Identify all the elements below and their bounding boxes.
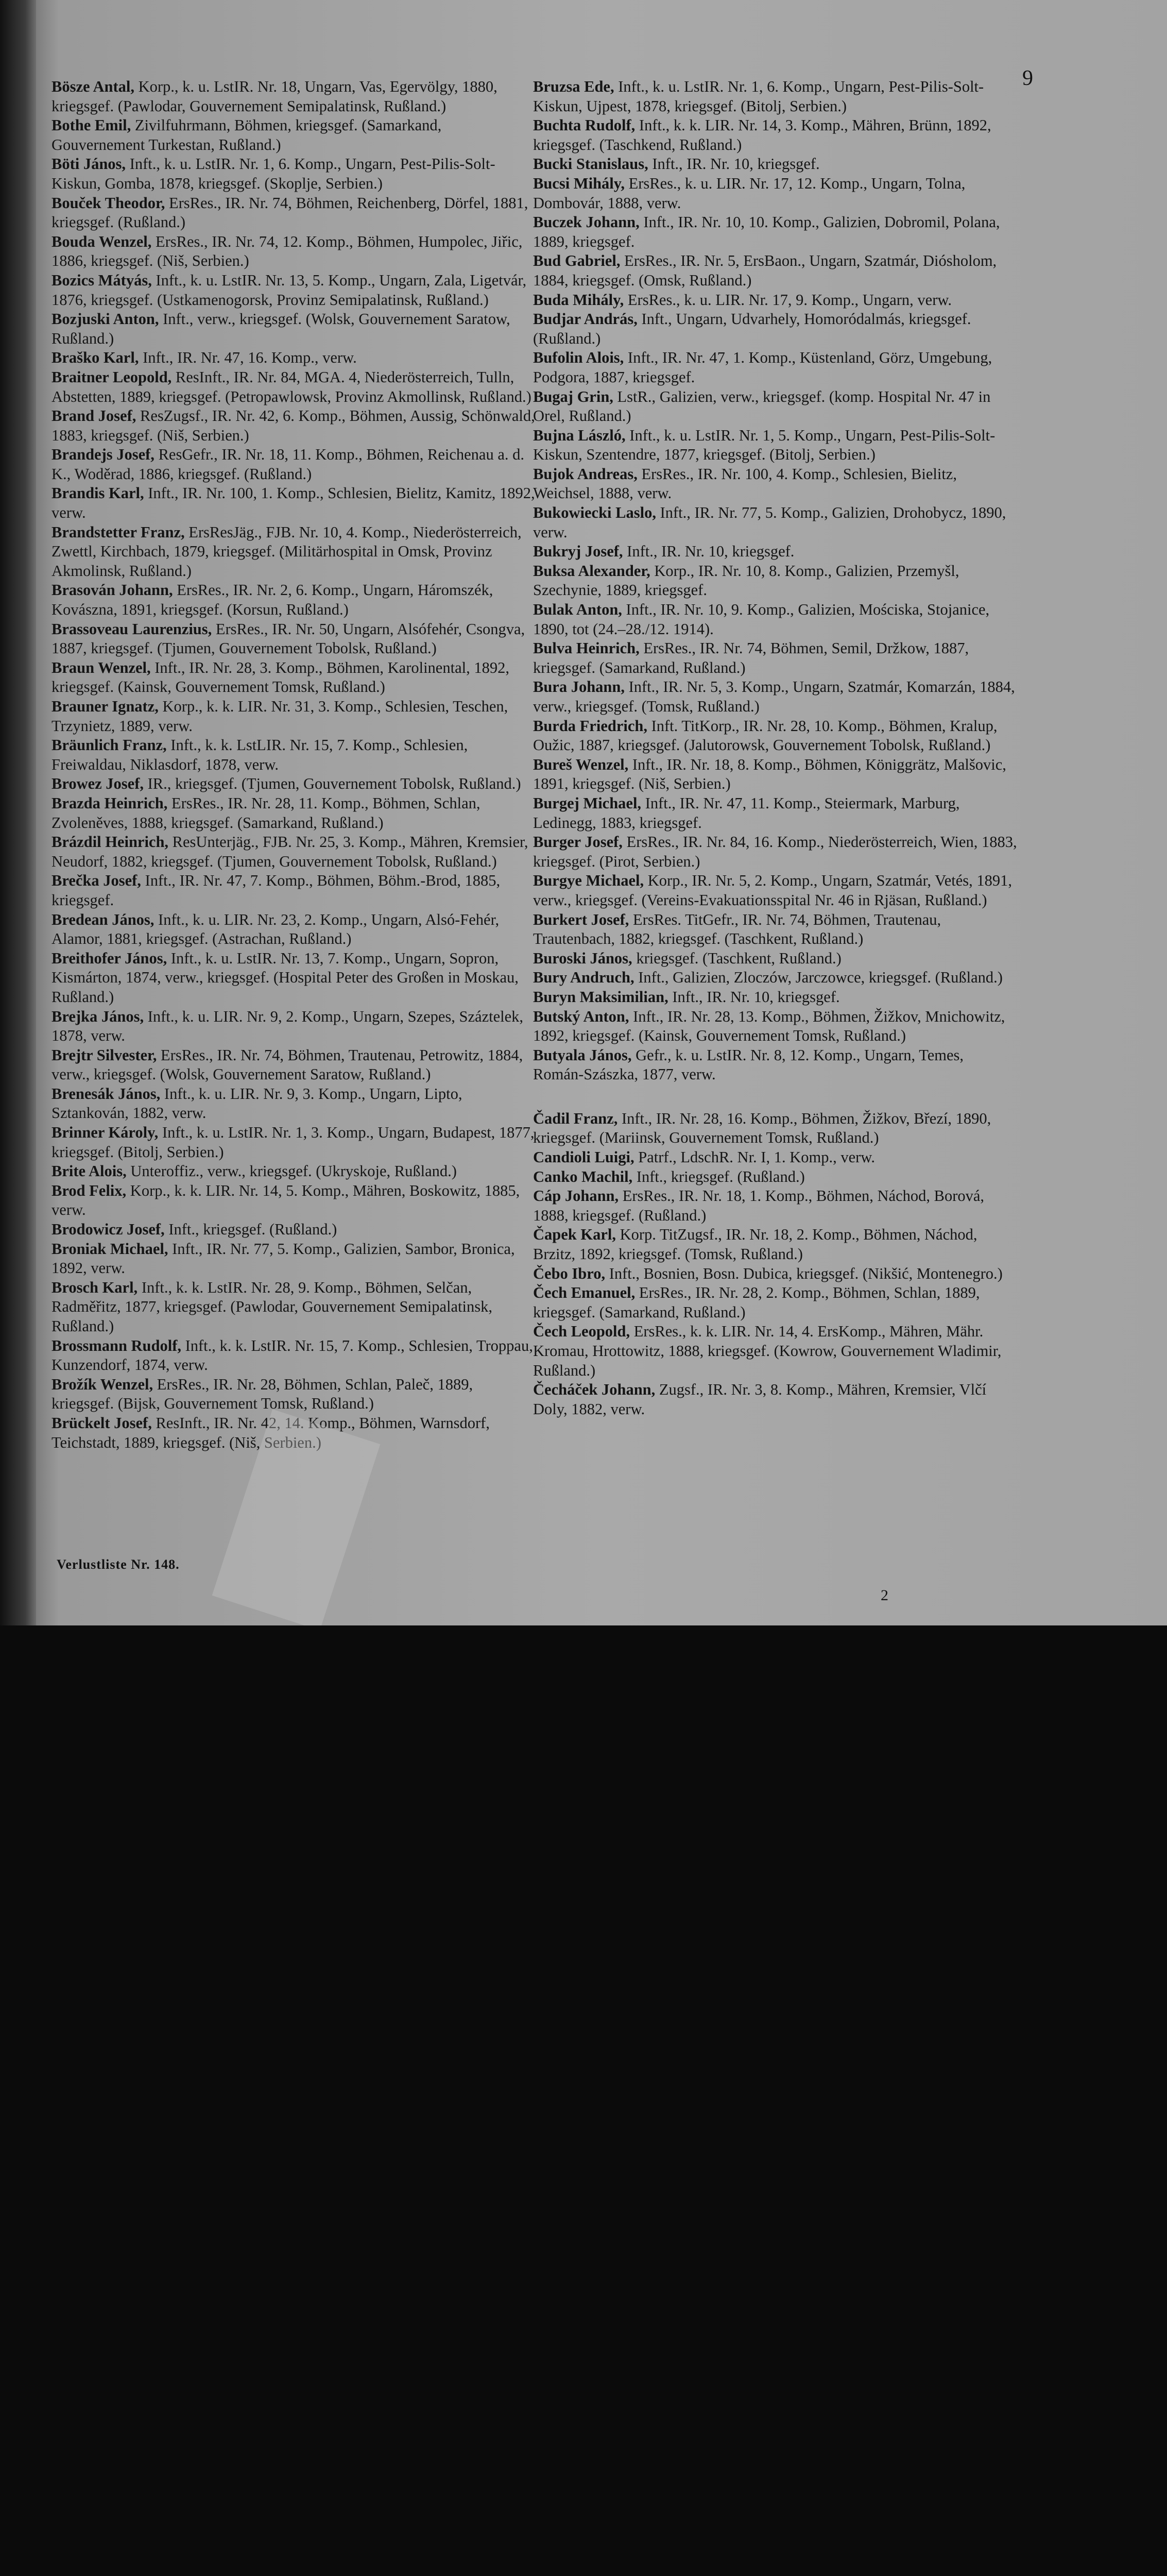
entry-name: Buda Mihály, <box>533 291 624 309</box>
list-entry <box>52 736 536 774</box>
list-entry <box>533 910 1017 949</box>
entry-name: Burkert Josef, <box>533 910 629 928</box>
entry-name: Bulva Heinrich, <box>533 639 640 657</box>
list-entry <box>52 194 536 232</box>
entry-details: Inft., kriegsgef. (Rußland.) <box>168 1221 337 1239</box>
entry-details: Inft., IR. Nr. 28, 16. Komp., Böhmen, Žižkov, Březí, 1890, kriegsgef. (Mariinsk, Gouvernement Tomsk, Rußland.) <box>533 1109 991 1147</box>
list-entry <box>52 271 536 310</box>
entry-details: Inft., k. k. LstLIR. Nr. 15, 7. Komp., Schlesien, Freiwaldau, Niklasdorf, 1878, verw. <box>52 736 468 773</box>
entry-details: ErsRes., IR. Nr. 50, Ungarn, Alsófehér, Csongva, 1887, kriegsgef. (Tjumen, Gouvernement Tobolsk, Rußland.) <box>52 620 525 657</box>
list-entry <box>533 291 1017 310</box>
list-entry <box>52 581 536 619</box>
entry-details: ErsRes., IR. Nr. 74, Böhmen, Trautenau, Petrowitz, 1884, verw., kriegsgef. (Wolsk, Gouvernement Saratow, Rußland.) <box>52 1046 523 1083</box>
entry-name: Bozjuski Anton, <box>52 310 159 328</box>
entry-name: Bräunlich Franz, <box>52 736 167 754</box>
list-entry <box>52 774 536 794</box>
entry-details: Inft., IR. Nr. 28, 3. Komp., Böhmen, Karolinental, 1892, kriegsgef. (Kainsk, Gouvernement Tomsk, Rußland.) <box>52 658 509 696</box>
entry-name: Candioli Luigi, <box>533 1148 634 1166</box>
list-entry <box>52 77 536 116</box>
list-entry <box>533 1225 1017 1264</box>
entry-details: ErsRes., IR. Nr. 18, 1. Komp., Böhmen, Náchod, Borová, 1888, kriegsgef. (Rußland.) <box>533 1187 985 1224</box>
entry-details: Inft., kriegsgef. (Rußland.) <box>636 1167 805 1185</box>
list-entry <box>533 1283 1017 1322</box>
entry-name: Bury Andruch, <box>533 969 634 987</box>
list-entry <box>533 77 1017 116</box>
entry-name: Braitner Leopold, <box>52 368 172 386</box>
list-entry <box>533 1007 1017 1046</box>
entry-name: Brauner Ignatz, <box>52 698 159 715</box>
list-entry <box>52 1336 536 1375</box>
entry-name: Bredean János, <box>52 910 155 928</box>
entry-details: ErsRes., IR. Nr. 100, 4. Komp., Schlesien, Bielitz, Weichsel, 1888, verw. <box>533 465 957 502</box>
entry-details: kriegsgef. (Taschkent, Rußland.) <box>636 949 842 967</box>
entry-name: Braun Wenzel, <box>52 658 151 676</box>
entry-details: Korp. TitZugsf., IR. Nr. 18, 2. Komp., Böhmen, Náchod, Brzitz, 1892, kriegsgef. (Tomsk, Rußland.) <box>533 1226 977 1263</box>
entry-name: Brandstetter Franz, <box>52 523 185 541</box>
list-entry <box>52 871 536 910</box>
list-entry <box>533 1109 1017 1148</box>
left-column <box>52 77 536 1452</box>
entry-details: ErsRes. TitGefr., IR. Nr. 74, Böhmen, Trautenau, Trautenbach, 1882, kriegsgef. (Taschkent, Rußland.) <box>533 910 941 948</box>
list-entry <box>533 542 1017 562</box>
entry-name: Bothe Emil, <box>52 116 131 134</box>
entry-name: Bud Gabriel, <box>533 252 621 270</box>
list-entry <box>52 368 536 406</box>
right-column-c-entries <box>533 1109 1017 1419</box>
entry-name: Brodowicz Josef, <box>52 1221 165 1239</box>
list-entry <box>533 1167 1017 1187</box>
entry-name: Broniak Michael, <box>52 1240 168 1258</box>
entry-name: Buroski János, <box>533 949 632 967</box>
entry-details: ResInft., IR. Nr. 42, 14. Komp., Böhmen, Warnsdorf, Teichstadt, 1889, kriegsgef. (Niš, Serbien.) <box>52 1414 490 1451</box>
entry-details: Inft., Ungarn, Udvarhely, Homoródalmás, kriegsgef. (Rußland.) <box>533 310 971 347</box>
list-entry <box>533 677 1017 716</box>
entry-details: Inft., k. k. LstIR. Nr. 15, 7. Komp., Schlesien, Troppau, Kunzendorf, 1874, verw. <box>52 1336 533 1374</box>
list-entry <box>533 213 1017 251</box>
entry-name: Bucki Stanislaus, <box>533 155 648 173</box>
list-entry <box>52 1181 536 1220</box>
right-column <box>533 77 1017 1419</box>
entry-name: Bouda Wenzel, <box>52 232 152 250</box>
entry-details: Inft., IR. Nr. 10, kriegsgef. <box>672 988 840 1006</box>
entry-details: Inft. TitKorp., IR. Nr. 28, 10. Komp., Böhmen, Kralup, Oužic, 1887, kriegsgef. (Jalutorowsk, Gouvernement Tobolsk, Rußland.) <box>533 717 998 754</box>
list-entry <box>52 1240 536 1278</box>
entry-details: Zivilfuhrmann, Böhmen, kriegsgef. (Samarkand, Gouvernement Turkestan, Rußland.) <box>52 116 442 154</box>
entry-name: Čebo Ibro, <box>533 1264 606 1282</box>
list-entry <box>52 697 536 736</box>
entry-name: Burgej Michael, <box>533 794 642 812</box>
entry-name: Böti János, <box>52 155 126 173</box>
entry-details: Inft., k. u. LstIR. Nr. 13, 7. Komp., Ungarn, Sopron, Kismárton, 1874, verw., kriegsgef. (Hospital Peter des Großen in Moskau, Rußland.) <box>52 949 519 1006</box>
list-entry <box>533 1380 1017 1419</box>
entry-name: Brassoveau Laurenzius, <box>52 620 212 638</box>
entry-details: ErsRes., k. u. LIR. Nr. 17, 12. Komp., Ungarn, Tolna, Dombovár, 1888, verw. <box>533 174 966 212</box>
entry-details: Inft., k. k. LstIR. Nr. 28, 9. Komp., Böhmen, Selčan, Radměřitz, 1877, kriegsgef. (Pawlodar, Gouvernement Semipalatinsk, Rußland.) <box>52 1278 492 1335</box>
entry-name: Čech Emanuel, <box>533 1284 636 1302</box>
list-entry <box>533 174 1017 213</box>
entry-details: ResUnterjäg., FJB. Nr. 25, 3. Komp., Mähren, Kremsier, Neudorf, 1882, kriegsgef. (Tjumen, Gouvernement Tobolsk, Rußland.) <box>52 833 528 870</box>
entry-name: Bujna László, <box>533 426 626 444</box>
entry-details: ErsResJäg., FJB. Nr. 10, 4. Komp., Niederösterreich, Zwettl, Kirchbach, 1879, kriegsgef. (Militärhospital in Omsk, Provinz Akmolinsk, Rußland.) <box>52 523 522 580</box>
entry-details: Inft., k. u. LstIR. Nr. 1, 6. Komp., Ungarn, Pest-Pilis-Solt-Kiskun, Gomba, 1878, kriegsgef. (Skoplje, Serbien.) <box>52 155 495 192</box>
right-column-b-entries <box>533 77 1017 1084</box>
scanned-page <box>36 0 1167 1625</box>
list-entry <box>52 445 536 484</box>
entry-details: Inft., k. k. LIR. Nr. 14, 3. Komp., Mähren, Brünn, 1892, kriegsgef. (Taschkend, Rußland.) <box>533 116 991 154</box>
list-entry <box>533 116 1017 155</box>
list-entry <box>533 794 1017 833</box>
entry-name: Bufolin Alois, <box>533 349 624 367</box>
list-entry <box>52 310 536 348</box>
entry-details: ErsRes., k. u. LIR. Nr. 17, 9. Komp., Ungarn, verw. <box>627 291 952 309</box>
list-entry <box>533 639 1017 677</box>
entry-name: Canko Machil, <box>533 1167 633 1185</box>
list-entry <box>533 251 1017 290</box>
entry-name: Bulak Anton, <box>533 601 622 619</box>
entry-name: Burgye Michael, <box>533 872 644 890</box>
list-entry <box>52 232 536 271</box>
list-entry <box>533 1187 1017 1225</box>
list-entry <box>533 1264 1017 1284</box>
list-entry <box>52 1162 536 1181</box>
entry-details: ResInft., IR. Nr. 84, MGA. 4, Niederösterreich, Tulln, Abstetten, 1889, kriegsgef. (Petropawlowsk, Provinz Akmollinsk, Rußland.) <box>52 368 531 405</box>
entry-name: Brandejs Josef, <box>52 446 155 464</box>
entry-name: Brejka János, <box>52 1007 144 1025</box>
entry-name: Brossmann Rudolf, <box>52 1336 181 1354</box>
entry-details: Inft., IR. Nr. 77, 5. Komp., Galizien, Sambor, Bronica, 1892, verw. <box>52 1240 515 1277</box>
list-entry <box>52 116 536 155</box>
entry-details: LstR., Galizien, verw., kriegsgef. (komp. Hospital Nr. 47 in Orel, Rußland.) <box>533 387 991 425</box>
entry-details: ErsRes., k. k. LIR. Nr. 14, 4. ErsKomp., Mähren, Mähr. Kromau, Hrottowitz, 1888, kriegsgef. (Kowrow, Gouvernement Wladimir, Rußland.) <box>533 1323 1002 1379</box>
entry-name: Braško Karl, <box>52 349 139 367</box>
list-entry <box>533 387 1017 426</box>
entry-details: Inft., k. u. LstIR. Nr. 1, 5. Komp., Ungarn, Pest-Pilis-Solt-Kiskun, Szentendre, 1877, kriegsgef. (Bitolj, Serbien.) <box>533 426 996 464</box>
list-entry <box>533 1148 1017 1167</box>
entry-details: Patrf., LdschR. Nr. I, 1. Komp., verw. <box>638 1148 875 1166</box>
entry-name: Bukowiecki Laslo, <box>533 504 656 522</box>
entry-name: Buczek Johann, <box>533 213 640 231</box>
list-entry <box>533 1322 1017 1380</box>
entry-name: Brázdil Heinrich, <box>52 833 169 851</box>
entry-name: Brečka Josef, <box>52 872 141 890</box>
entry-details: Inft., verw., kriegsgef. (Wolsk, Gouvernement Saratow, Rußland.) <box>52 310 510 347</box>
entry-name: Burda Friedrich, <box>533 717 647 735</box>
entry-name: Butyala János, <box>533 1046 632 1064</box>
entry-details: Inft., k. u. LstIR. Nr. 1, 3. Komp., Ungarn, Budapest, 1877, kriegsgef. (Bitolj, Serbien.) <box>52 1124 535 1161</box>
entry-name: Čecháček Johann, <box>533 1381 656 1399</box>
footer-signature-number: 2 <box>881 1587 888 1604</box>
entry-details: Inft., IR. Nr. 28, 13. Komp., Böhmen, Žižkov, Mnichowitz, 1892, kriegsgef. (Kainsk, Gouvernement Tomsk, Rußland.) <box>533 1007 1005 1045</box>
entry-name: Buchta Rudolf, <box>533 116 636 134</box>
entry-details: Inft., IR. Nr. 5, 3. Komp., Ungarn, Szatmár, Komarzán, 1884, verw., kriegsgef. (Tomsk, Rußland.) <box>533 678 1015 715</box>
viewer-footer-bar <box>0 1625 1167 1698</box>
entry-details: Inft., IR. Nr. 10, kriegsgef. <box>627 543 795 561</box>
entry-details: Korp., k. k. LIR. Nr. 14, 5. Komp., Mähren, Boskowitz, 1885, verw. <box>52 1181 520 1219</box>
entry-details: ErsRes., IR. Nr. 2, 6. Komp., Ungarn, Háromszék, Kovászna, 1891, kriegsgef. (Korsun, Rußland.) <box>52 581 493 619</box>
list-entry <box>533 600 1017 639</box>
entry-details: Korp., k. u. LstIR. Nr. 18, Ungarn, Vas, Egervölgy, 1880, kriegsgef. (Pawlodar, Gouvernement Semipalatinsk, Rußland.) <box>52 78 497 115</box>
entry-name: Brejtr Silvester, <box>52 1046 157 1064</box>
entry-details: ErsRes., IR. Nr. 28, 11. Komp., Böhmen, Schlan, Zvoleněves, 1888, kriegsgef. (Samarkand, Rußland.) <box>52 794 480 832</box>
list-entry <box>52 794 536 833</box>
entry-details: Korp., IR. Nr. 10, 8. Komp., Galizien, Przemyšl, Szechynie, 1889, kriegsgef. <box>533 562 959 599</box>
list-entry <box>533 503 1017 542</box>
entry-name: Bösze Antal, <box>52 78 134 95</box>
entry-details: Inft., IR. Nr. 10, 10. Komp., Galizien, Dobromil, Polana, 1889, kriegsgef. <box>533 213 1000 250</box>
entry-details: ErsRes., IR. Nr. 74, Böhmen, Reichenberg, Dörfel, 1881, kriegsgef. (Rußland.) <box>52 194 528 231</box>
entry-name: Čapek Karl, <box>533 1226 616 1244</box>
entry-details: ResZugsf., IR. Nr. 42, 6. Komp., Böhmen, Aussig, Schönwald, 1883, kriegsgef. (Niš, Serbien.) <box>52 407 535 444</box>
entry-name: Brite Alois, <box>52 1162 127 1180</box>
entry-details: ErsRes., IR. Nr. 74, Böhmen, Semil, Držkow, 1887, kriegsgef. (Samarkand, Rußland.) <box>533 639 969 676</box>
entry-details: Inft., IR. Nr. 47, 11. Komp., Steiermark, Marburg, Ledinegg, 1883, kriegsgef. <box>533 794 960 832</box>
entry-details: Inft., IR. Nr. 47, 1. Komp., Küstenland, Görz, Umgebung, Podgora, 1887, kriegsgef. <box>533 349 992 386</box>
entry-name: Brod Felix, <box>52 1181 127 1199</box>
entry-details: ResGefr., IR. Nr. 18, 11. Komp., Böhmen, Reichenau a. d. K., Woděrad, 1886, kriegsgef. (Rußland.) <box>52 446 524 483</box>
list-entry <box>52 1084 536 1123</box>
entry-details: Unteroffiz., verw., kriegsgef. (Ukryskoje, Rußland.) <box>130 1162 457 1180</box>
entry-name: Brand Josef, <box>52 407 136 425</box>
entry-name: Brandis Karl, <box>52 484 144 502</box>
list-entry <box>52 1278 536 1336</box>
entry-details: Gefr., k. u. LstIR. Nr. 8, 12. Komp., Ungarn, Temes, Román-Szászka, 1877, verw. <box>533 1046 964 1083</box>
entry-name: Brückelt Josef, <box>52 1414 152 1432</box>
entry-details: Inft., IR. Nr. 77, 5. Komp., Galizien, Drohobycz, 1890, verw. <box>533 504 1006 541</box>
entry-details: Korp., IR. Nr. 5, 2. Komp., Ungarn, Szatmár, Vetés, 1891, verw., kriegsgef. (Vereins-Evakuationsspital Nr. 46 in Rjäsan, Rußland.) <box>533 872 1012 909</box>
entry-name: Burger Josef, <box>533 833 623 851</box>
section-gap <box>533 1084 1017 1109</box>
list-entry <box>52 484 536 522</box>
entry-name: Bukryj Josef, <box>533 543 623 561</box>
entry-details: Inft., IR. Nr. 47, 7. Komp., Böhmen, Böhm.-Brod, 1885, kriegsgef. <box>52 872 501 909</box>
entry-details: Korp., k. k. LIR. Nr. 31, 3. Komp., Schlesien, Teschen, Trzynietz, 1889, verw. <box>52 698 508 735</box>
entry-details: Inft., Galizien, Zloczów, Jarczowce, kriegsgef. (Rußland.) <box>638 969 1003 987</box>
entry-name: Brasován Johann, <box>52 581 173 599</box>
list-entry <box>52 910 536 949</box>
entry-details: Inft., IR. Nr. 100, 1. Komp., Schlesien, Bielitz, Kamitz, 1892, verw. <box>52 484 535 522</box>
list-entry <box>52 1375 536 1414</box>
entry-details: ErsRes., IR. Nr. 5, ErsBaon., Ungarn, Szatmár, Diósholom, 1884, kriegsgef. (Omsk, Rußland.) <box>533 252 997 289</box>
entry-details: ErsRes., IR. Nr. 28, Böhmen, Schlan, Paleč, 1889, kriegsgef. (Bijsk, Gouvernement Tomsk, Rußland.) <box>52 1375 473 1413</box>
list-entry <box>533 348 1017 387</box>
entry-name: Brenesák János, <box>52 1084 161 1103</box>
entry-name: Bucsi Mihály, <box>533 174 625 192</box>
entry-name: Bujok Andreas, <box>533 465 638 483</box>
list-entry <box>533 968 1017 988</box>
entry-details: Zugsf., IR. Nr. 3, 8. Komp., Mähren, Kremsier, Vlčí Doly, 1882, verw. <box>533 1381 987 1418</box>
list-entry <box>52 523 536 581</box>
list-entry <box>52 1046 536 1084</box>
entry-name: Breithofer János, <box>52 949 167 967</box>
list-entry <box>52 1007 536 1046</box>
entry-name: Buryn Maksimilian, <box>533 988 668 1006</box>
entry-details: Inft., Bosnien, Bosn. Dubica, kriegsgef. (Nikšić, Montenegro.) <box>609 1264 1003 1282</box>
entry-details: Inft., k. u. LstIR. Nr. 13, 5. Komp., Ungarn, Zala, Ligetvár, 1876, kriegsgef. (Ustkamenogorsk, Provinz Semipalatinsk, Rußland.) <box>52 271 527 309</box>
entry-name: Cáp Johann, <box>533 1187 619 1205</box>
entry-name: Browez Josef, <box>52 775 144 793</box>
list-entry <box>533 833 1017 871</box>
entry-details: Inft., IR. Nr. 10, kriegsgef. <box>652 155 820 173</box>
entry-details: ErsRes., IR. Nr. 74, 12. Komp., Böhmen, Humpolec, Jiřic, 1886, kriegsgef. (Niš, Serbien.) <box>52 232 523 270</box>
list-entry <box>52 348 536 368</box>
entry-details: Inft., k. u. LstIR. Nr. 1, 6. Komp., Ungarn, Pest-Pilis-Solt-Kiskun, Ujpest, 1878, kriegsgef. (Bitolj, Serbien.) <box>533 78 984 115</box>
entry-details: IR., kriegsgef. (Tjumen, Gouvernement Tobolsk, Rußland.) <box>147 775 521 793</box>
entry-name: Čech Leopold, <box>533 1323 630 1341</box>
list-entry <box>533 426 1017 465</box>
list-entry <box>52 155 536 193</box>
list-entry <box>52 949 536 1007</box>
list-entry <box>52 658 536 697</box>
list-entry <box>533 310 1017 348</box>
entry-name: Brinner Károly, <box>52 1124 159 1142</box>
entry-name: Buksa Alexander, <box>533 562 650 580</box>
list-entry <box>533 562 1017 600</box>
entry-details: Inft., k. u. LIR. Nr. 9, 3. Komp., Ungarn, Lipto, Sztankován, 1882, verw. <box>52 1084 462 1122</box>
entry-details: Inft., IR. Nr. 47, 16. Komp., verw. <box>143 349 357 367</box>
book-gutter <box>0 0 36 1625</box>
entry-name: Bouček Theodor, <box>52 194 165 212</box>
entry-details: Inft., IR. Nr. 10, 9. Komp., Galizien, Mościska, Stojanice, 1890, tot (24.–28./12. 1914). <box>533 601 990 638</box>
entry-details: ErsRes., IR. Nr. 28, 2. Komp., Böhmen, Schlan, 1889, kriegsgef. (Samarkand, Rußland.) <box>533 1284 980 1321</box>
entry-name: Bozics Mátyás, <box>52 271 152 289</box>
entry-details: Inft., IR. Nr. 18, 8. Komp., Böhmen, Königgrätz, Malšovic, 1891, kriegsgef. (Niš, Serbien.) <box>533 755 1006 793</box>
list-entry <box>533 1046 1017 1084</box>
list-entry <box>533 717 1017 755</box>
entry-details: Inft., k. u. LIR. Nr. 9, 2. Komp., Ungarn, Szepes, Száztelek, 1878, verw. <box>52 1007 524 1045</box>
list-entry <box>533 155 1017 174</box>
entry-name: Bugaj Grin, <box>533 387 613 405</box>
list-entry <box>52 1220 536 1240</box>
list-entry <box>533 755 1017 794</box>
entry-details: ErsRes., IR. Nr. 84, 16. Komp., Niederösterreich, Wien, 1883, kriegsgef. (Pirot, Serbien.) <box>533 833 1017 870</box>
list-entry <box>533 949 1017 969</box>
entry-name: Budjar András, <box>533 310 638 328</box>
entry-details: Inft., k. u. LIR. Nr. 23, 2. Komp., Ungarn, Alsó-Fehér, Alamor, 1881, kriegsgef. (Astrachan, Rußland.) <box>52 910 500 948</box>
entry-name: Bureš Wenzel, <box>533 755 629 773</box>
list-entry <box>52 833 536 871</box>
list-entry <box>52 406 536 445</box>
list-entry <box>533 988 1017 1007</box>
entry-name: Brosch Karl, <box>52 1278 138 1296</box>
entry-name: Brazda Heinrich, <box>52 794 168 812</box>
entry-name: Čadil Franz, <box>533 1109 618 1127</box>
entry-name: Butský Anton, <box>533 1007 629 1025</box>
list-entry <box>533 465 1017 503</box>
footer-issue-label: Verlustliste Nr. 148. <box>57 1557 180 1572</box>
list-entry <box>533 871 1017 910</box>
list-entry <box>52 620 536 658</box>
list-entry <box>52 1123 536 1162</box>
entry-name: Bura Johann, <box>533 678 625 696</box>
entry-name: Bruzsa Ede, <box>533 78 614 95</box>
entry-name: Brožík Wenzel, <box>52 1375 153 1393</box>
page-number: 9 <box>1022 66 1033 90</box>
